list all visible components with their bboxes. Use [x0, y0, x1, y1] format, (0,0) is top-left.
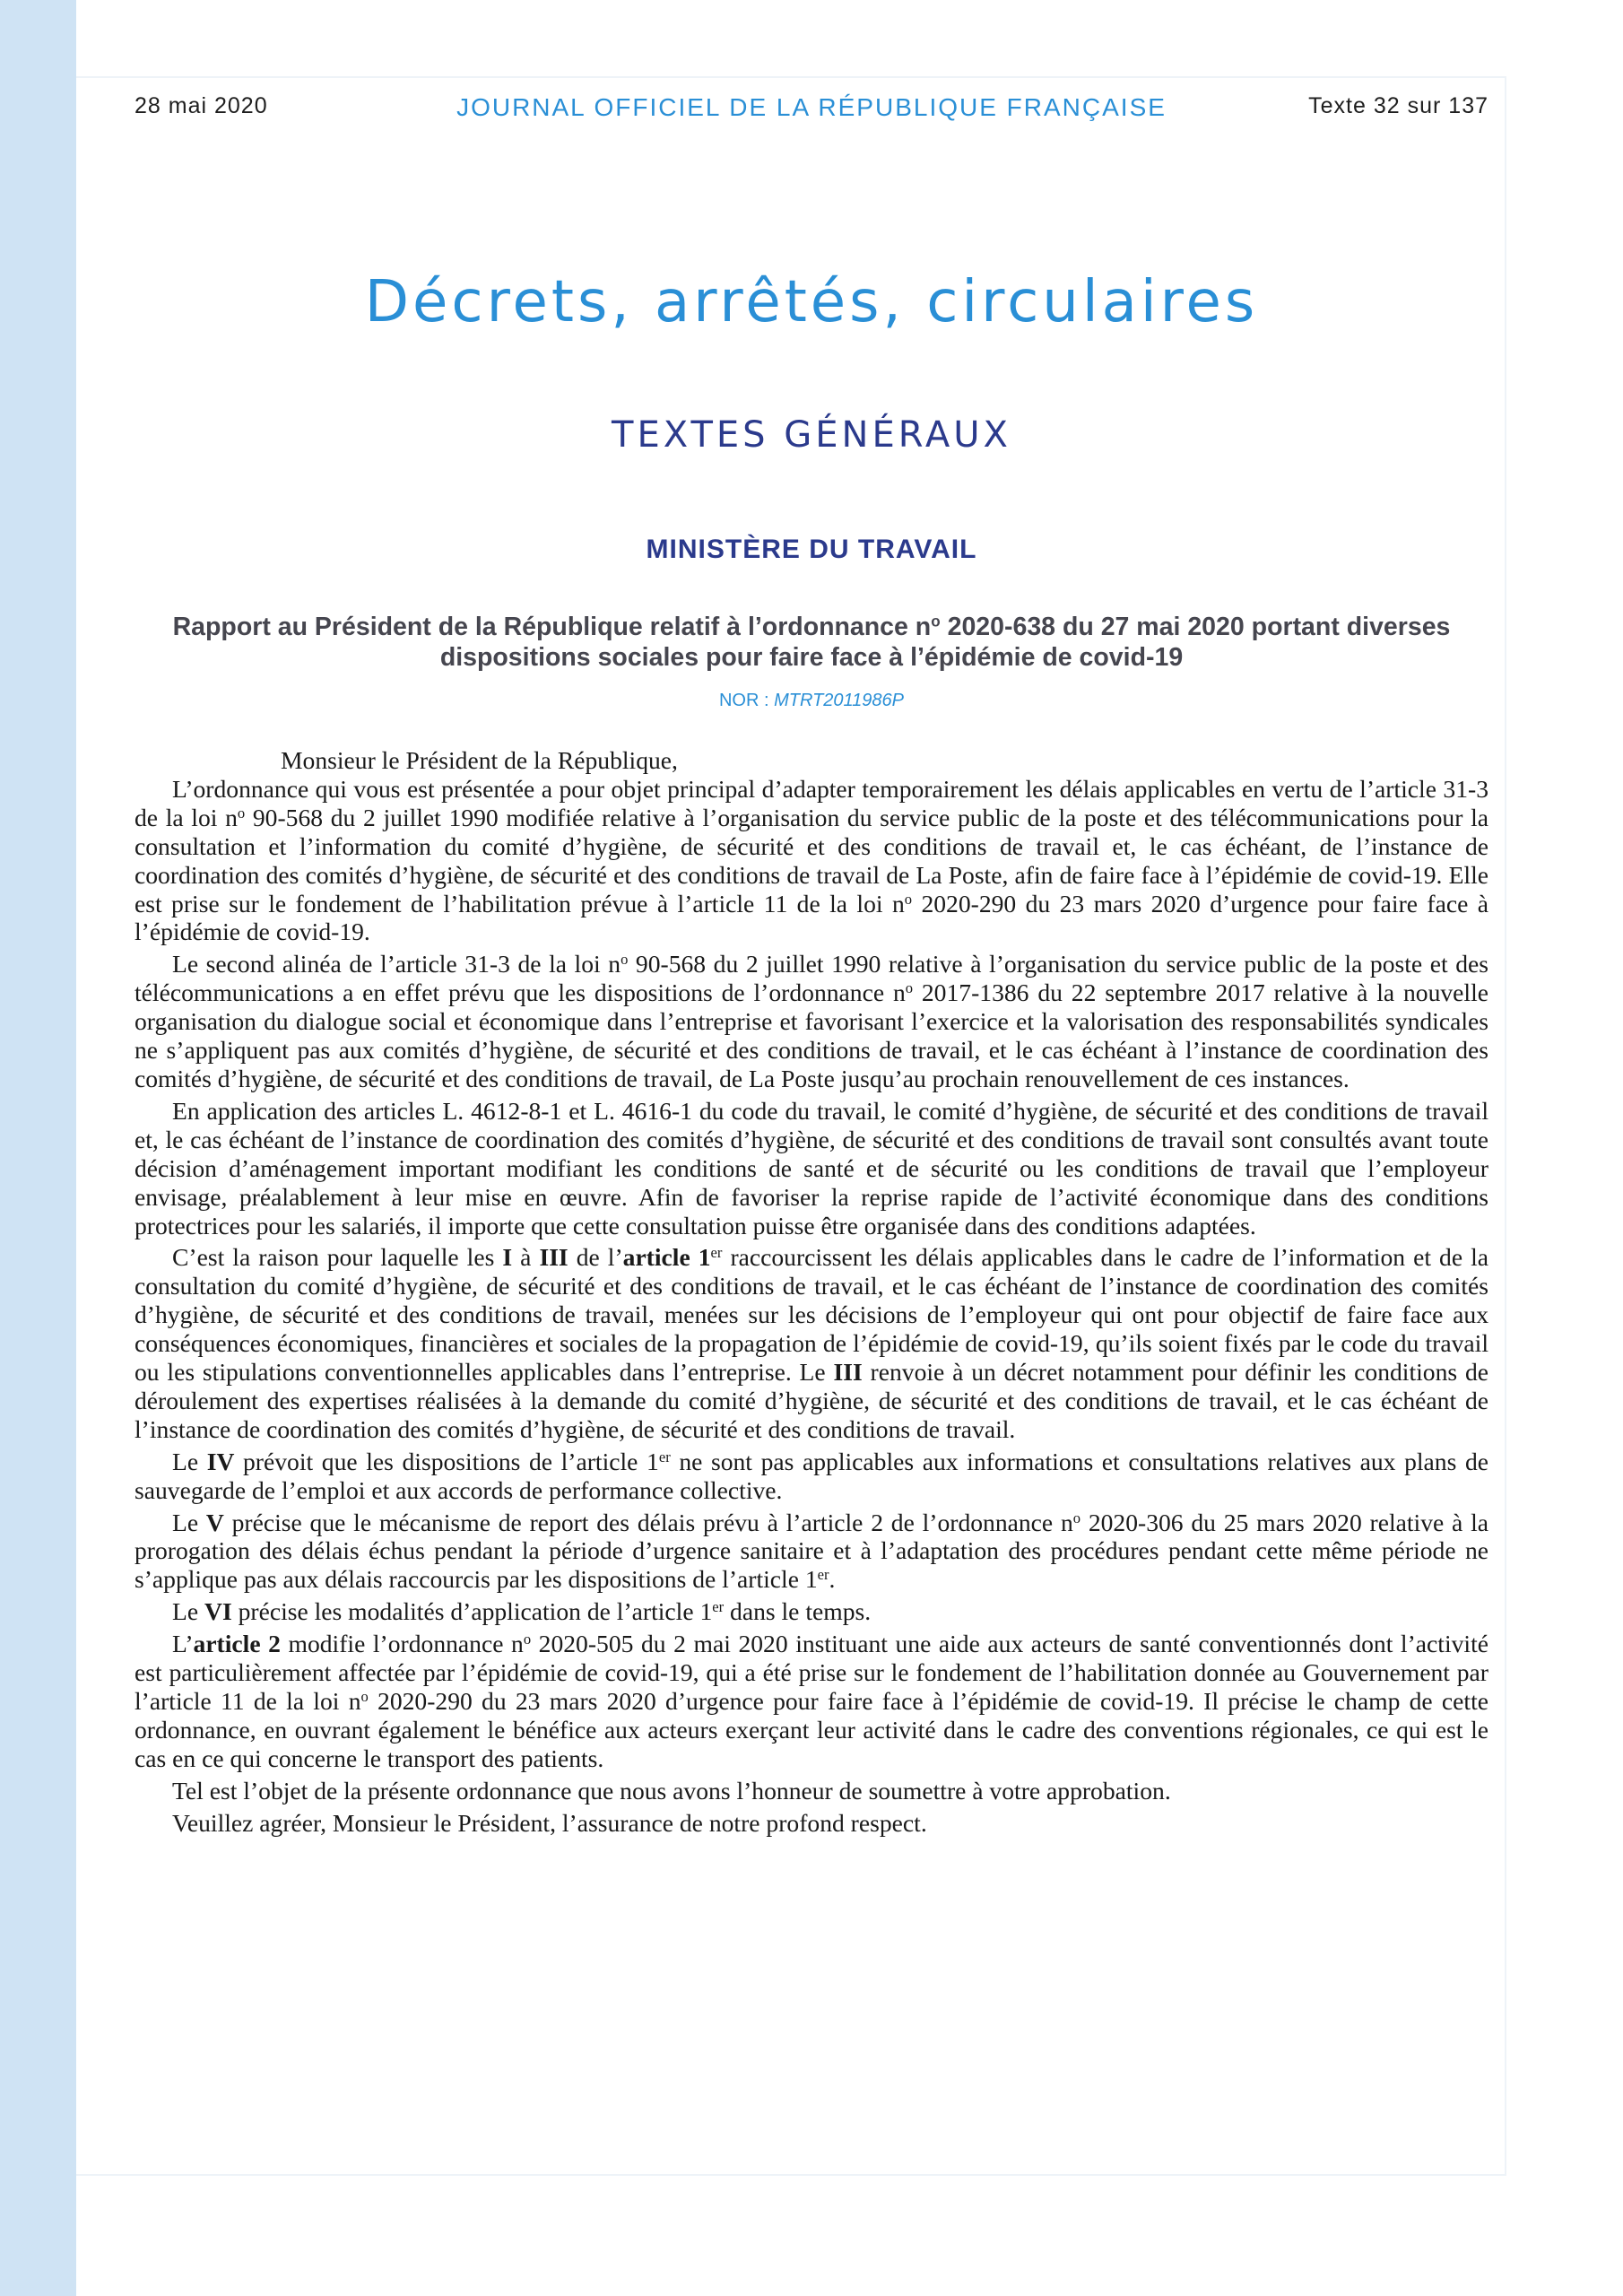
paragraph-10: Veuillez agréer, Monsieur le Président, l’assurance de notre profond respect.: [172, 1808, 927, 1837]
text-run: 90-568 du 2 juillet 1990 modifiée relative à l’organisation du service public de la poste et des télécommunications pour la consultation et l’information du comité d’hygiène, de sécurité et des conditions de travail et, le cas échéant, de l’instance de coordination des comités d’hygiène, de sécurité et des conditions de travail de La Poste, afin de faire face à l’épidémie de covid-19. Elle est prise sur le fondement de l’habilitation prévue à l’article 11 de la loi n: [135, 803, 1488, 918]
text-run: L’ordonnance qui vous est présentée a pour objet principal d’adapter temporairement les délais applicables en vertu de l’article 31-3 de la loi n: [135, 774, 1488, 831]
text-run: de l’: [568, 1243, 623, 1272]
page-frame-right: [1505, 76, 1506, 2175]
text-run: Le: [172, 1508, 206, 1536]
page-header: [135, 93, 1488, 126]
text-run: Le second alinéa de l’article 31-3 de la loi n: [172, 950, 621, 978]
bold-ref: IV: [206, 1447, 235, 1475]
left-margin-band: [0, 0, 76, 2296]
report-title-part2: 2020-638 du 27 mai 2020 portant diverses dispositions sociales pour faire face à l’épidémie de covid-19: [439, 613, 1451, 672]
paragraph-5: [135, 1448, 1488, 1505]
report-title: [135, 612, 1488, 673]
text-run: dans le temps.: [724, 1597, 872, 1626]
text-run: 90-568 du 2 juillet 1990 relative à l’organisation du service public de la poste et des télécommunications a en effet prévu que les dispositions de l’ordonnance n: [135, 950, 1488, 1007]
text-run: 2020-306 du 25 mars 2020 relative à la prorogation des délais échus pendant la période d’urgence sanitaire et à l’adaptation des procédures pendant cette même période ne s’applique pas aux délais raccourcis par les dispositions de l’article 1: [135, 1508, 1488, 1594]
text-run: précise les modalités d’application de l’article 1: [231, 1597, 713, 1626]
text-run: 2020-505 du 2 mai 2020 instituant une aide aux acteurs de santé conventionnés dont l’activité est particulièrement affectée par l’épidémie de covid-19, qui a été prise sur le fondement de l’habilitation donnée au Gouvernement par l’article 11 de la loi n: [135, 1630, 1488, 1715]
paragraph-1: [135, 775, 1488, 946]
sup-o: o: [360, 1687, 369, 1705]
paragraph-2: [135, 950, 1488, 1093]
text-run: L’: [172, 1630, 194, 1658]
text-run: Le: [172, 1447, 207, 1475]
header-texte-number: Texte 32 sur 137: [1308, 93, 1488, 118]
report-title-part1: Rapport au Président de la République relatif à l’ordonnance n: [172, 613, 932, 641]
sup-er: er: [710, 1244, 723, 1262]
sup-er: er: [817, 1566, 829, 1584]
sup-er: er: [658, 1448, 671, 1465]
bold-ref: I: [502, 1243, 513, 1272]
sup-o: o: [904, 890, 913, 908]
page-title: Décrets, arrêtés, circulaires: [364, 269, 1259, 335]
nor-label: NOR :: [718, 691, 775, 710]
page-frame-top: [76, 76, 1506, 78]
bold-ref: V: [205, 1508, 224, 1536]
sup-o: o: [621, 951, 629, 969]
sup-o: o: [1072, 1509, 1081, 1526]
sup-o: o: [905, 979, 914, 997]
paragraph-3: En application des articles L. 4612-8-1 et L. 4616-1 du code du travail, le comité d’hygiène, de sécurité et des conditions de travail et, le cas échéant de l’instance de coordination des comités d’hygiène, de sécurité et des conditions de travail sont consultés avant toute décision d’aménagement important modifiant les conditions de santé et de sécurité ou les conditions de travail que l’employeur envisage, préalablement à leur mise en œuvre. Afin de favoriser la reprise rapide de l’activité économique dans des conditions protectrices pour les salariés, il importe que cette consultation puisse être organisée dans des conditions adaptées.: [135, 1096, 1488, 1239]
bold-ref: III: [539, 1243, 568, 1272]
paragraph-4: [135, 1243, 1488, 1443]
text-run: renvoie à un décret notamment pour définir les conditions de déroulement des expertises réalisées à la demande du comité d’hygiène, de sécurité et des conditions de travail, et le cas échéant de l’instance de coordination des comités d’hygiène, de sécurité et des conditions de travail.: [135, 1358, 1488, 1443]
text-run: à: [512, 1243, 540, 1272]
header-date: 28 mai 2020: [135, 93, 268, 118]
bold-ref: article 1: [622, 1243, 711, 1272]
sup-o: o: [523, 1631, 532, 1648]
page-frame-bottom: [76, 2174, 1506, 2176]
paragraph-7: [135, 1597, 1488, 1626]
text-run: Le: [172, 1597, 205, 1626]
ministry-heading: MINISTÈRE DU TRAVAIL: [646, 535, 977, 564]
text-run: 2020-290 du 23 mars 2020 d’urgence pour faire face à l’épidémie de covid-19. Il précise le champ de cette ordonnance, en ouvrant également le bénéfice aux acteurs exerçant leur activité dans le cadre des conventions régionales, ce qui est le cas en ce qui concerne le transport des patients.: [135, 1687, 1488, 1772]
text-run: raccourcissent les délais applicables dans le cadre de l’information et de la consultation du comité d’hygiène, de sécurité et des conditions de travail, et le cas échéant de l’instance de coordination des comités d’hygiène, de sécurité et des conditions de travail, menées sur les décisions de l’employeur qui ont pour objectif de faire face aux conséquences économiques, financières et sociales de la propagation de l’épidémie de covid-19, qu’ils soient fixés par le code du travail ou les stipulations conventionnelles applicables dans l’entreprise. Le: [135, 1243, 1489, 1387]
report-body: [135, 746, 1488, 1841]
nor-reference: [135, 691, 1488, 711]
text-run: .: [829, 1565, 836, 1594]
paragraph-6: [135, 1509, 1488, 1595]
section-subtitle: TEXTES GÉNÉRAUX: [612, 414, 1011, 456]
text-run: prévoit que les dispositions de l’article 1: [234, 1447, 659, 1475]
bold-ref: III: [833, 1358, 863, 1387]
text-run: 2017-1386 du 22 septembre 2017 relative à la nouvelle organisation du dialogue social et économique dans l’entreprise et favorisant l’exercice et la valorisation des responsabilités syndicales ne s’appliquent pas aux comités d’hygiène, de sécurité et des conditions de travail, et le cas échéant à l’instance de coordination des comités d’hygiène, de sécurité et des conditions de travail, de La Poste jusqu’au prochain renouvellement de ces instances.: [135, 978, 1488, 1092]
paragraph-9: Tel est l’objet de la présente ordonnance que nous avons l’honneur de soumettre à votre approbation.: [172, 1776, 1171, 1805]
text-run: modifie l’ordonnance n: [280, 1630, 524, 1658]
paragraph-8: [135, 1630, 1488, 1773]
sup-o: o: [237, 804, 246, 822]
text-run: C’est la raison pour laquelle les: [172, 1243, 503, 1272]
bold-ref: VI: [204, 1597, 232, 1626]
header-journal: JOURNAL OFFICIEL DE LA RÉPUBLIQUE FRANÇAISE: [456, 93, 1167, 121]
text-run: 2020-290 du 23 mars 2020 d’urgence pour faire face à l’épidémie de covid-19.: [135, 889, 1488, 946]
sup-er: er: [712, 1598, 725, 1616]
text-run: précise que le mécanisme de report des délais prévu à l’article 2 de l’ordonnance n: [223, 1508, 1073, 1536]
salutation: Monsieur le Président de la République,: [281, 746, 678, 774]
nor-value: MTRT2011986P: [774, 691, 905, 710]
text-run: ne sont pas applicables aux informations et consultations relatives aux plans de sauvegarde de l’emploi et aux accords de performance collective.: [135, 1447, 1488, 1504]
sup-o: o: [931, 613, 941, 631]
bold-ref: article 2: [193, 1630, 281, 1658]
